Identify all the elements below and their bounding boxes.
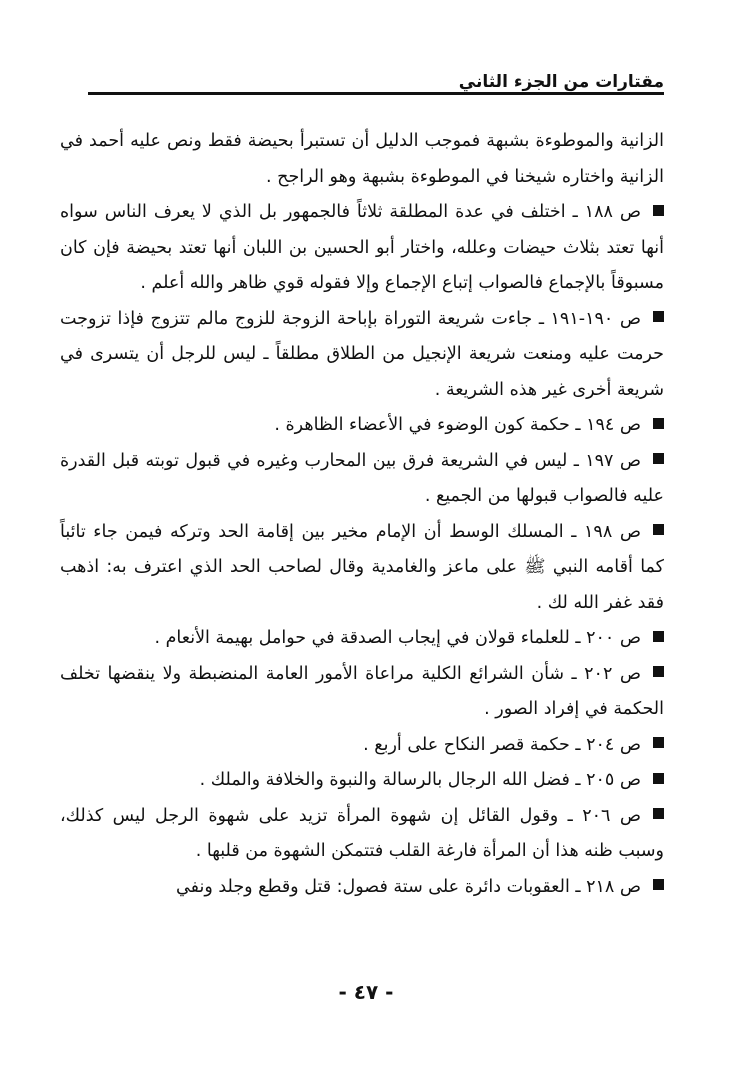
square-bullet-icon xyxy=(653,524,664,535)
square-bullet-icon xyxy=(653,773,664,784)
entry-text: ص ٢٠٦ ـ وقول القائل إن شهوة المرأة تزيد على شهوة الرجل ليس كذلك، وسبب ظنه هذا أن المرأة فارغة القلب فتتمكن الشهوة من قلبها . xyxy=(60,805,664,861)
entry-text: ص ١٩٨ ـ المسلك الوسط أن الإمام مخير بين إقامة الحد وتركه فيمن جاء تائباً كما أقامه النبي ﷺ على ماعز والغامدية وقال لصاحب الحد الذي اعترف به: اذهب فقد غفر الله لك . xyxy=(60,521,664,613)
paragraph-continuation xyxy=(60,124,664,195)
entry-text: ص ٢٠٢ ـ شأن الشرائع الكلية مراعاة الأمور العامة المنضبطة ولا ينقضها تخلف الحكمة في إفراد الصور . xyxy=(60,663,664,719)
entry-194 xyxy=(60,408,664,444)
page-body xyxy=(60,124,664,905)
paragraph-text: الزانية والموطوءة بشبهة فموجب الدليل أن تستبرأ بحيضة فقط ونص عليه أحمد في الزانية واختاره شيخنا في الموطوءة بشبهة وهو الراجح . xyxy=(60,131,664,187)
entry-218 xyxy=(60,870,664,906)
entry-190-191 xyxy=(60,302,664,409)
header-rule xyxy=(88,92,664,95)
square-bullet-icon xyxy=(653,879,664,890)
square-bullet-icon xyxy=(653,808,664,819)
entry-202 xyxy=(60,657,664,728)
entry-188 xyxy=(60,195,664,302)
entry-text: ص ٢٠٥ ـ فضل الله الرجال بالرسالة والنبوة والخلافة والملك . xyxy=(199,770,641,790)
entry-206 xyxy=(60,799,664,870)
square-bullet-icon xyxy=(653,418,664,429)
entry-198 xyxy=(60,515,664,622)
entry-text: ص ١٩٠-١٩١ ـ جاءت شريعة التوراة بإباحة الزوجة للزوج مالم تتزوج فإذا تزوجت حرمت عليه ومنعت شريعة الإنجيل من الطلاق مطلقاً ـ ليس للرجل أن يتسرى في شريعة أخرى غير هذه الشريعة . xyxy=(60,308,664,400)
running-header xyxy=(88,70,664,100)
entry-197 xyxy=(60,444,664,515)
entry-200 xyxy=(60,621,664,657)
entry-text: ص ٢١٨ ـ العقوبات دائرة على ستة فصول: قتل وقطع وجلد ونفي xyxy=(176,876,641,897)
page-number: - ٤٧ - xyxy=(338,980,394,1004)
entry-text: ص ١٨٨ ـ اختلف في عدة المطلقة ثلاثاً فالجمهور بل الذي لا يعرف الناس سواه أنها تعتد بثلاث حيضات وعلله، واختار أبو الحسين بن اللبان أنها تعتد بحيضة فإن كان مسبوقاً بالإجماع فالصواب إتباع الإجماع وإلا فقوله قوي ظاهر والله أعلم . xyxy=(60,202,664,293)
square-bullet-icon xyxy=(653,453,664,464)
entry-text: ص ١٩٧ ـ ليس في الشريعة فرق بين المحارب وغيره في قبول توبته قبل القدرة عليه فالصواب قبولها من الجميع . xyxy=(60,450,664,506)
entry-text: ص ٢٠٠ ـ للعلماء قولان في إيجاب الصدقة في حوامل بهيمة الأنعام . xyxy=(154,628,641,648)
square-bullet-icon xyxy=(653,631,664,642)
entry-204 xyxy=(60,728,664,764)
square-bullet-icon xyxy=(653,311,664,322)
entry-text: ص ٢٠٤ ـ حكمة قصر النكاح على أربع . xyxy=(363,734,641,755)
square-bullet-icon xyxy=(653,666,664,677)
square-bullet-icon xyxy=(653,737,664,748)
entry-text: ص ١٩٤ ـ حكمة كون الوضوء في الأعضاء الظاهرة . xyxy=(274,415,641,435)
square-bullet-icon xyxy=(653,205,664,216)
header-title: مقتارات من الجزء الثاني xyxy=(453,72,664,92)
entry-205 xyxy=(60,763,664,799)
